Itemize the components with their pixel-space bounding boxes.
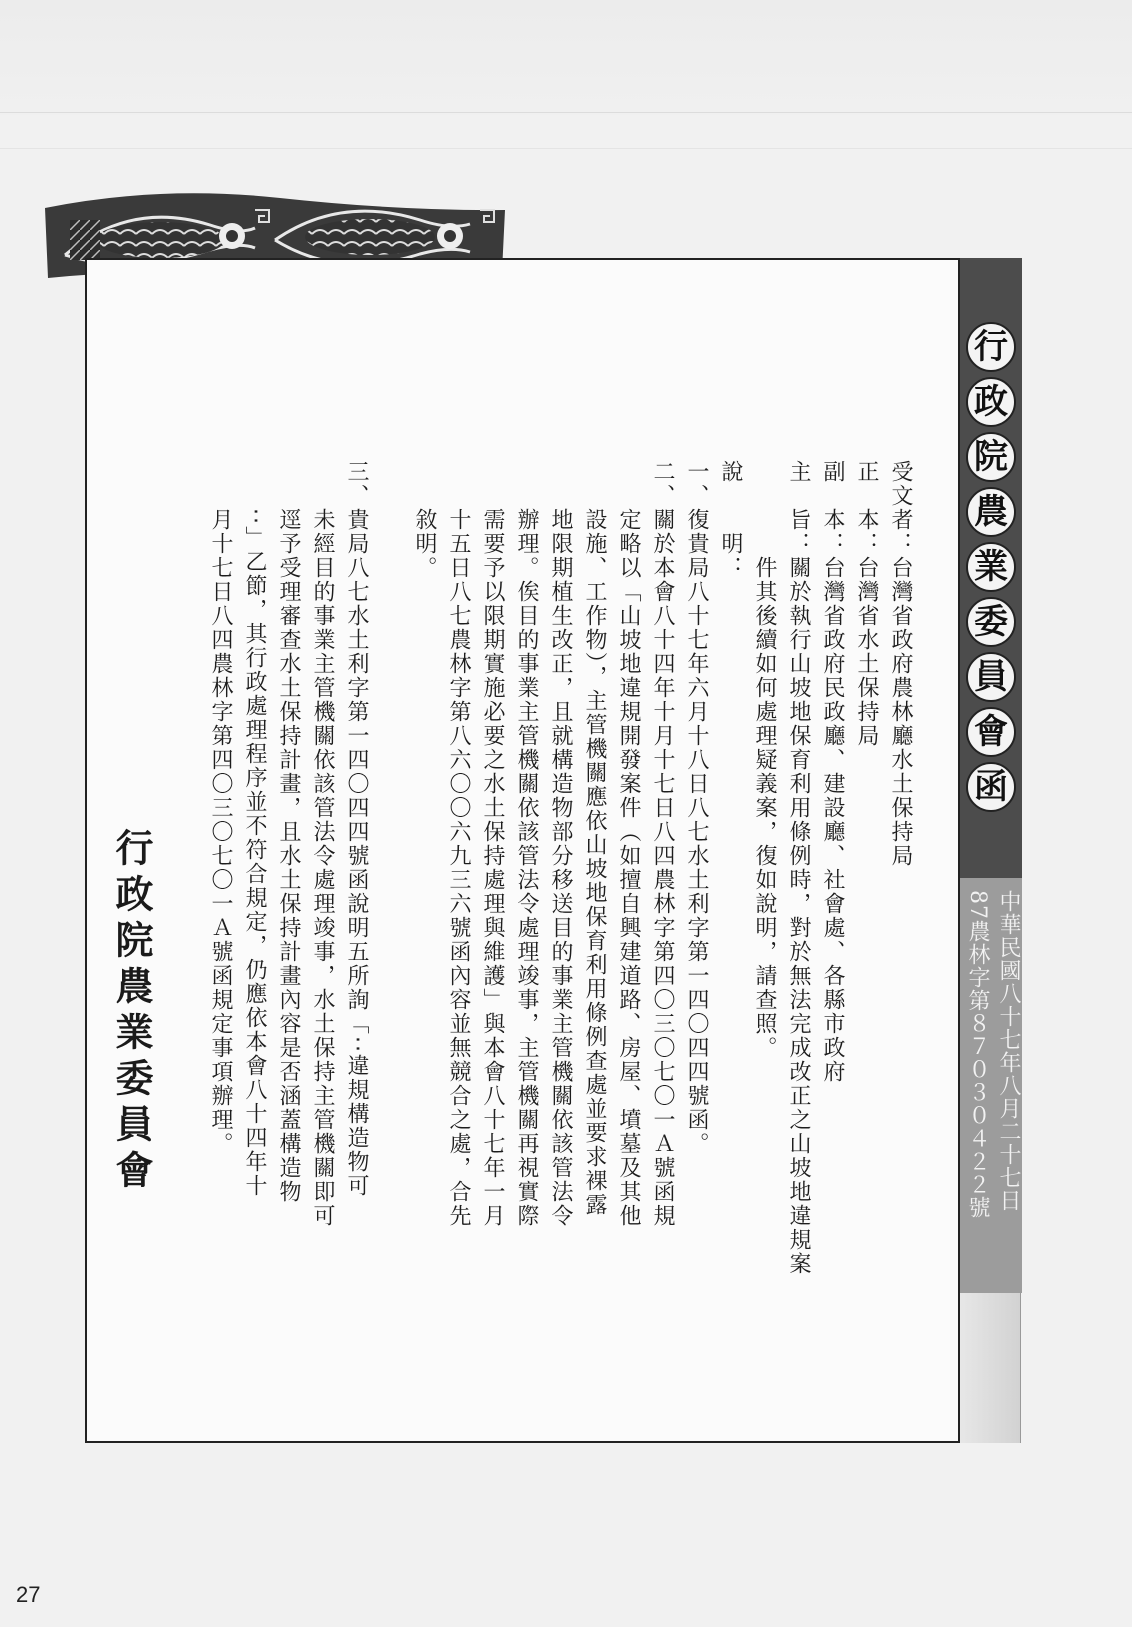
explanation-item: 二、關於本會八十四年十月十七日八四農林字第四〇三〇七〇一Ａ號函規 [650, 460, 675, 1228]
explanation-item-cont: ‧‧」乙節，其行政處理程序並不符合規定，仍應依本會八十四年十 [242, 460, 267, 1198]
title-char: 業 [966, 542, 1016, 592]
document-title [964, 322, 1018, 817]
original-copy-line: 正 本：台灣省水土保持局 [854, 460, 879, 748]
document-date: 中華民國八十七年八月二十七日 [996, 890, 1021, 1212]
explanation-heading: 說 明： [718, 460, 743, 580]
document-number: 87農林字第８７０３０４２２號 [965, 890, 990, 1219]
explanation-item-cont: 月十七日八四農林字第四〇三〇七〇一Ａ號函規定事項辦理。 [208, 460, 233, 1156]
scan-margin [0, 0, 1132, 115]
explanation-item-cont: 逕予受理審查水土保持計畫，且水土保持計畫內容是否涵蓋構造物 [276, 460, 301, 1204]
explanation-item-cont: 辦理。俟目的事業主管機關依該管法令處理竣事，主管機關再視實際 [514, 460, 539, 1228]
title-char: 員 [966, 652, 1016, 702]
explanation-item-cont: 需要予以限期實施必要之水土保持處理與維護」與本會八十七年一月 [480, 460, 505, 1228]
title-char: 農 [966, 487, 1016, 537]
title-char: 函 [966, 762, 1016, 812]
explanation-item: 三、貴局八七水土利字第一四〇四四號函說明五所詢「‧‧違規構造物可 [344, 460, 369, 1198]
explanation-item-cont: 未經目的事業主管機關依該管法令處理竣事，水土保持主管機關即可 [310, 460, 335, 1228]
explanation-item-cont: 定略以「山坡地違規開發案件（如擅自興建道路、房屋、墳墓及其他 [616, 460, 641, 1228]
explanation-item-cont: 十五日八七農林字第八六〇〇六九三六號函內容並無競合之處，合先 [446, 460, 471, 1228]
signature: 行政院農業委員會 [109, 828, 154, 1196]
title-char: 行 [966, 322, 1016, 372]
explanation-item-cont: 敘明。 [412, 460, 437, 580]
scan-line [0, 112, 1132, 113]
subject-line: 主 旨：關於執行山坡地保育利用條例時，對於無法完成改正之山坡地違規案 [786, 460, 811, 1276]
carbon-copy-line: 副 本：台灣省政府民政廳、建設廳、社會處、各縣市政府 [820, 460, 845, 1084]
recipient-line: 受文者：台灣省政府農林廳水土保持局 [888, 460, 913, 868]
title-char: 院 [966, 432, 1016, 482]
title-char: 政 [966, 377, 1016, 427]
explanation-item: 一、復貴局八十七年六月十八日八七水土利字第一四〇四四號函。 [684, 460, 709, 1156]
explanation-item-cont: 地限期植生改正，且就構造物部分移送目的事業主管機關依該管法令 [548, 460, 573, 1228]
page-number: 27 [16, 1582, 41, 1607]
explanation-item-cont: 設施、工作物），主管機關應依山坡地保育利用條例查處並要求裸露 [582, 460, 607, 1217]
title-char: 會 [966, 707, 1016, 757]
subject-line-cont: 件其後續如何處理疑義案，復如說明，請查照。 [752, 460, 777, 1060]
title-char: 委 [966, 597, 1016, 647]
scan-line [0, 148, 1132, 149]
